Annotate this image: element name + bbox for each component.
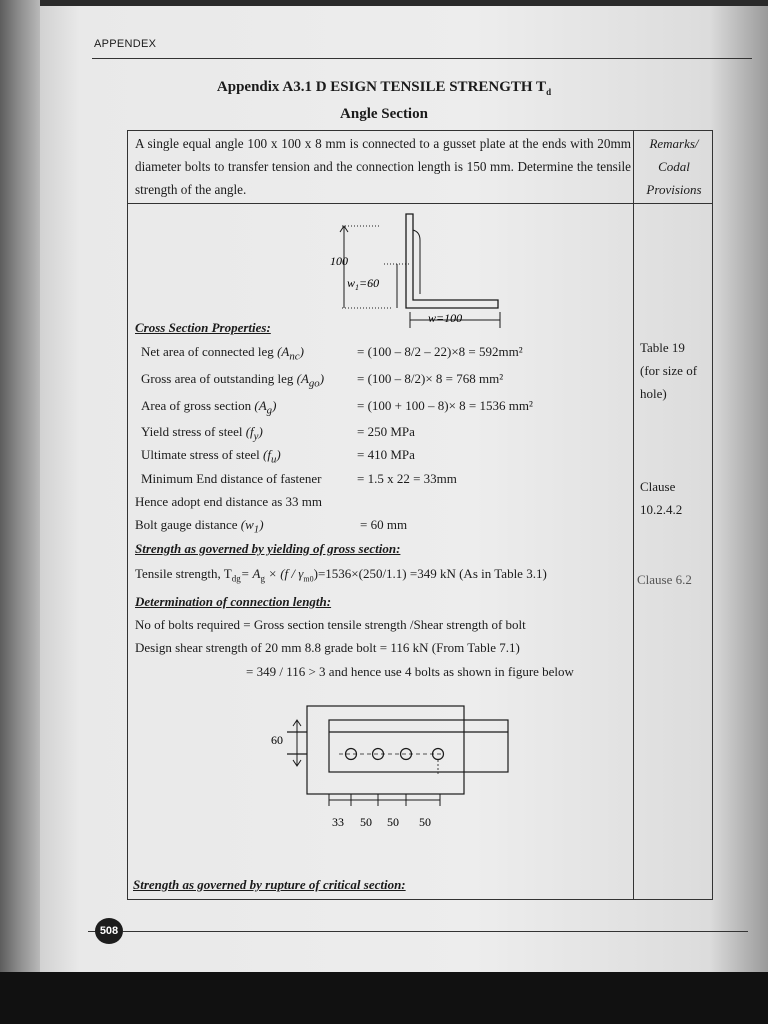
connection-heading: Determination of connection length: bbox=[135, 594, 332, 609]
net-area-value: = (100 – 8/2 – 22)×8 = 592mm² bbox=[357, 344, 523, 359]
page-number-badge: 508 bbox=[95, 918, 123, 944]
problem-statement: A single equal angle 100 x 100 x 8 mm is connected to a gusset plate at the ends with 20mm diameter bolts to transfer tension and the connection length is 150 mm. Determine the tensile strength of the angle. bbox=[135, 136, 631, 197]
book-spine bbox=[0, 0, 40, 975]
remark-clause-10-2-4-2: Clause 10.2.4.2 bbox=[640, 479, 683, 517]
yielding-heading: Strength as governed by yielding of gross section: bbox=[135, 541, 401, 556]
remark-clause-6-2: Clause 6.2 bbox=[637, 572, 692, 587]
remarks-header: Remarks/ Codal Provisions bbox=[646, 136, 702, 197]
gross-outstanding-value: = (100 – 8/2)× 8 = 768 mm² bbox=[357, 371, 504, 386]
ultimate-stress-value: = 410 MPa bbox=[357, 447, 415, 462]
bolt-gauge-label: Bolt gauge distance $(w_1)$ bbox=[135, 517, 264, 536]
tensile-strength-formula: Tensile strength, $T_{dg}= A_g \times (f / \gamma_{m0})=1536\times(250/1.1) =349$ kN (As in Table 3.1) bbox=[135, 566, 547, 584]
shear-strength-line: Design shear strength of 20 mm 8.8 grade bolt = 116 kN (From Table 7.1) bbox=[135, 640, 520, 655]
bolt-count-line: = 349 / 116 > 3 and hence use 4 bolts as shown in figure below bbox=[246, 664, 574, 679]
ultimate-stress-label: Ultimate stress of steel $(f_u)$ bbox=[141, 447, 281, 466]
remarks-column-divider bbox=[633, 130, 634, 900]
leg-length-label: 100 bbox=[330, 254, 348, 268]
adopt-end-distance: Hence adopt end distance as 33 mm bbox=[135, 494, 322, 509]
spacing-label: 33 bbox=[332, 815, 344, 829]
remark-table19: Table 19 (for size of hole) bbox=[640, 340, 698, 401]
spacing-label: 50 bbox=[419, 815, 431, 829]
bolt-gauge-value: = 60 mm bbox=[360, 517, 408, 532]
yield-stress-value: = 250 MPa bbox=[357, 424, 415, 439]
page-subtitle: Angle Section bbox=[340, 106, 428, 122]
end-distance-label: Minimum End distance of fastener bbox=[141, 471, 322, 486]
gauge-dimension-label: 60 bbox=[271, 733, 283, 747]
footer-rule bbox=[123, 931, 748, 932]
header-rule bbox=[92, 58, 752, 59]
gross-area-label: Area of gross section $(A_g)$ bbox=[141, 398, 277, 417]
scan-bottom-edge bbox=[0, 972, 768, 1024]
bolts-required-line: No of bolts required = Gross section tensile strength /Shear strength of bolt bbox=[135, 617, 526, 632]
rupture-heading: Strength as governed by rupture of critical section: bbox=[133, 877, 406, 892]
net-area-label: Net area of connected leg $(A_{nc})$ bbox=[141, 344, 304, 363]
problem-row-divider bbox=[127, 203, 713, 204]
cross-section-heading: Cross Section Properties: bbox=[135, 320, 271, 335]
gross-outstanding-label: Gross area of outstanding leg $(A_{go})$ bbox=[141, 371, 325, 390]
page-title: Appendix A3.1 D ESIGN TENSILE STRENGTH $T_d$ bbox=[216, 79, 552, 97]
width-label: w=100 bbox=[428, 311, 463, 325]
end-distance-value: = 1.5 x 22 = 33mm bbox=[357, 471, 457, 486]
running-header: APPENDEX bbox=[94, 38, 157, 50]
spacing-label: 50 bbox=[387, 815, 399, 829]
gauge-label: $w_1=60$ bbox=[347, 276, 380, 292]
angle-section-figure bbox=[320, 208, 520, 333]
yield-stress-label: Yield stress of steel $(f_y)$ bbox=[141, 424, 263, 443]
gross-area-value: = (100 + 100 – 8)× 8 = 1536 mm² bbox=[357, 398, 533, 413]
spacing-label: 50 bbox=[360, 815, 372, 829]
bolt-layout-figure bbox=[265, 700, 525, 830]
